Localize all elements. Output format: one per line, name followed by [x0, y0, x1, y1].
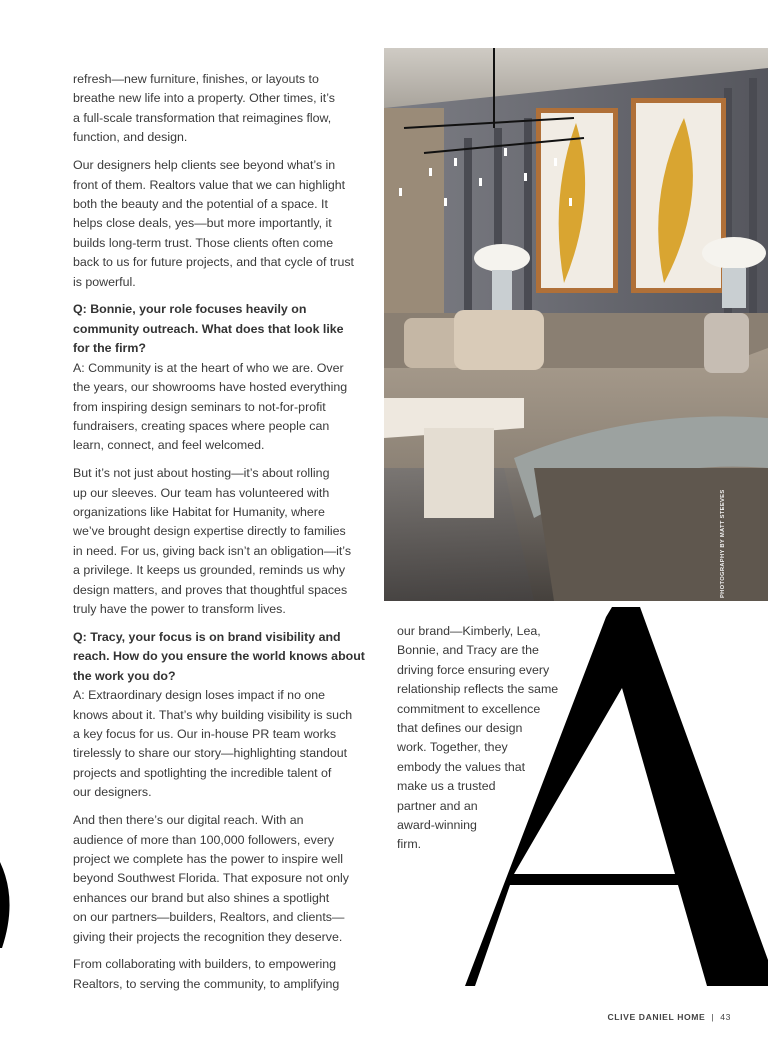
- interview-question: [73, 628, 373, 686]
- text-line: design matters, and proves that thoughtful spaces: [73, 582, 348, 597]
- text-line: award-winning: [397, 818, 477, 833]
- paragraph: [73, 70, 373, 148]
- text-line: function, and design.: [73, 130, 188, 145]
- text-line: reach. How do you ensure the world knows about: [73, 649, 365, 664]
- text-line: commitment to excellence: [397, 701, 541, 716]
- text-line: projects and spotlighting the incredible talent of: [73, 765, 332, 780]
- text-line: A: Community is at the heart of who we are. Over: [73, 360, 344, 375]
- text-line: a privilege. It keeps us grounded, reminds us why: [73, 563, 346, 578]
- text-line: project we complete has the power to inspire well: [73, 851, 343, 866]
- text-line: helps close deals, yes—but more importantly, it: [73, 216, 332, 231]
- text-line: community outreach. What does that look like: [73, 321, 344, 336]
- paragraph: [73, 686, 373, 802]
- photo-credit-text: PHOTOGRAPHY BY MATT STEEVES: [720, 489, 726, 598]
- paragraph: [73, 156, 373, 292]
- text-line: firm.: [397, 837, 422, 852]
- text-line: But it’s not just about hosting—it’s about rolling: [73, 466, 330, 481]
- page-number: 43: [720, 1012, 731, 1022]
- text-line: audience of more than 100,000 followers, every: [73, 832, 335, 847]
- text-line: Realtors, to serving the community, to amplifying: [73, 976, 340, 991]
- text-line: learn, connect, and feel welcomed.: [73, 438, 265, 453]
- text-line: beyond Southwest Florida. That exposure not only: [73, 871, 349, 886]
- text-line: Q: Bonnie, your role focuses heavily on: [73, 302, 307, 317]
- text-line: up our sleeves. Our team has volunteered with: [73, 485, 330, 500]
- text-line: a key focus for us. Our in-house PR team works: [73, 727, 337, 741]
- text-line: relationship reflects the same: [397, 682, 559, 697]
- text-line: Bonnie, and Tracy are the: [397, 643, 539, 658]
- paragraph: [73, 955, 373, 994]
- text-line: the work you do?: [73, 668, 176, 683]
- footer-separator: |: [711, 1012, 715, 1022]
- text-line: A: Extraordinary design loses impact if no one: [73, 688, 326, 703]
- text-line: refresh—new furniture, finishes, or layouts to: [73, 72, 319, 86]
- text-line: enhances our brand but also shines a spotlight: [73, 890, 330, 905]
- text-line: organizations like Habitat for Humanity, where: [73, 505, 325, 520]
- text-line: the years, our showrooms have hosted everything: [73, 380, 348, 395]
- text-line: is powerful.: [73, 274, 136, 289]
- text-line: that defines our design: [397, 721, 523, 736]
- text-line: builds long-term trust. Those clients often come: [73, 235, 334, 250]
- text-line: in need. For us, giving back isn’t an obligation—it’s: [73, 543, 352, 558]
- text-line: front of them. Realtors value that we can highlight: [73, 177, 346, 192]
- text-line: fundraisers, creating spaces where people can: [73, 418, 330, 433]
- paragraph: [73, 464, 373, 619]
- text-line: From collaborating with builders, to empowering: [73, 957, 337, 972]
- text-line: tirelessly to share our story—highlighting standout: [73, 746, 348, 761]
- text-line: work. Together, they: [397, 740, 508, 755]
- text-line: knows about it. That’s why building visibility is such: [73, 707, 353, 722]
- text-line: back to us for future projects, and that cycle of trust: [73, 255, 354, 270]
- paragraph: [397, 622, 577, 855]
- text-line: Q: Tracy, your focus is on brand visibility and: [73, 629, 341, 644]
- left-text-column: [73, 70, 373, 1003]
- paragraph: [73, 359, 373, 456]
- text-line: on our partners—builders, Realtors, and clients—: [73, 910, 345, 925]
- text-line: giving their projects the recognition they deserve.: [73, 929, 343, 944]
- text-line: embody the values that: [397, 759, 526, 774]
- text-line: breathe new life into a property. Other times, it’s: [73, 91, 335, 106]
- text-line: our brand—Kimberly, Lea,: [397, 624, 541, 638]
- text-line: for the firm?: [73, 341, 146, 356]
- text-line: a full-scale transformation that reimagines flow,: [73, 110, 332, 125]
- publication-name: CLIVE DANIEL HOME: [607, 1012, 706, 1022]
- page-footer: [607, 1012, 731, 1022]
- text-line: make us a trusted: [397, 779, 496, 794]
- interview-question: [73, 300, 373, 358]
- text-line: And then there’s our digital reach. With an: [73, 813, 304, 828]
- text-line: we’ve brought design expertise directly to families: [73, 524, 346, 539]
- text-line: partner and an: [397, 798, 478, 813]
- text-line: driving force ensuring every: [397, 662, 550, 677]
- text-line: from inspiring design seminars to not-for-profit: [73, 399, 326, 414]
- text-line: both the beauty and the potential of a space. It: [73, 196, 328, 211]
- text-line: our designers.: [73, 785, 152, 800]
- text-line: Our designers help clients see beyond what’s in: [73, 158, 336, 173]
- photo-credit: [716, 468, 730, 598]
- paragraph: [73, 811, 373, 947]
- text-line: truly have the power to transform lives.: [73, 602, 286, 617]
- right-text-column: [397, 622, 577, 863]
